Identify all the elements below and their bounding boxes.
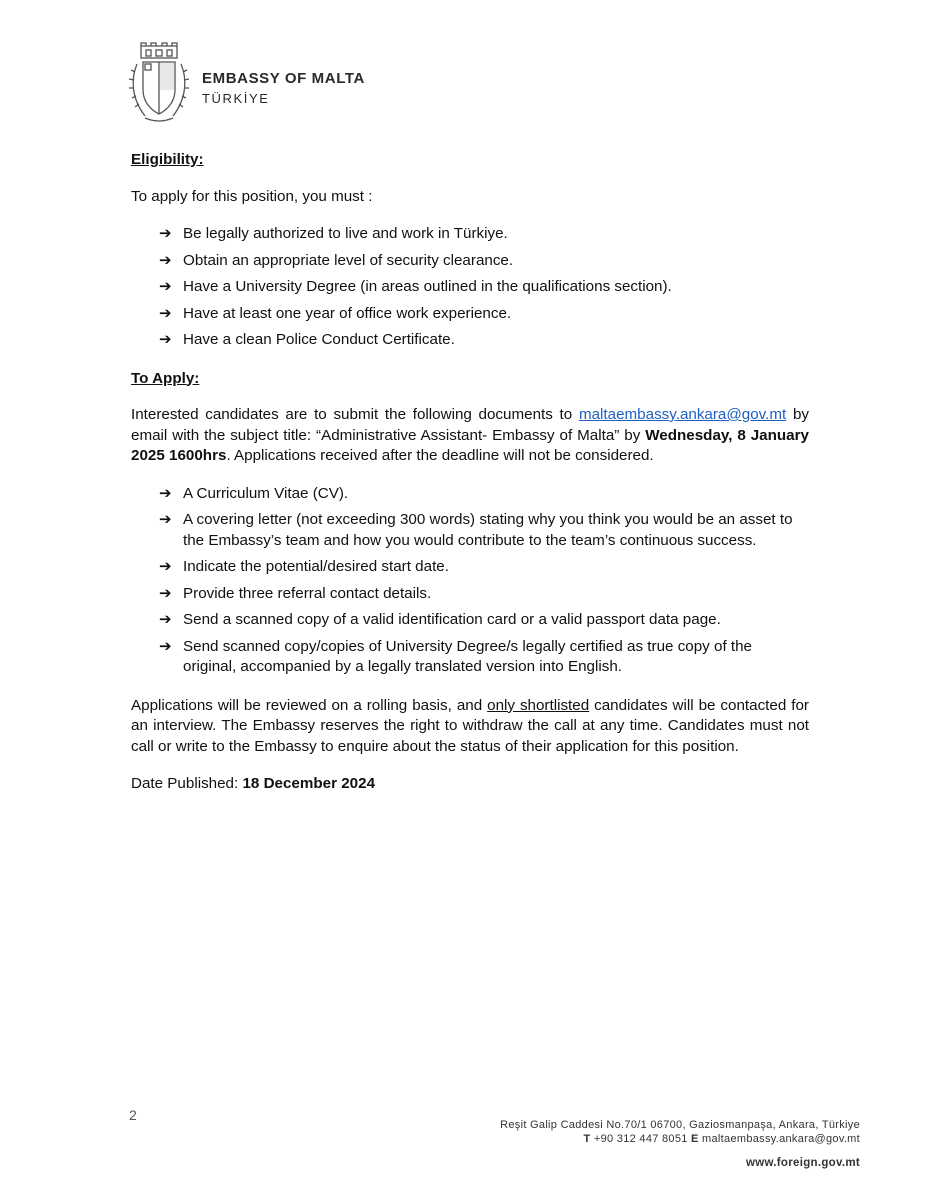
list-item: ➔ Have a University Degree (in areas outlined in the qualifications section).: [131, 277, 809, 298]
arrow-icon: ➔: [159, 637, 172, 655]
eligibility-list: [131, 224, 809, 351]
footer-email: maltaembassy.ankara@gov.mt: [698, 1133, 860, 1145]
list-item: ➔ Send a scanned copy of a valid identification card or a valid passport data page.: [131, 610, 809, 631]
footer-contacts: T +90 312 447 8051 E maltaembassy.ankara@gov.mt: [583, 1133, 860, 1145]
to-apply-heading: To Apply:: [131, 369, 200, 387]
arrow-icon: ➔: [159, 611, 172, 628]
arrow-icon: ➔: [159, 225, 172, 242]
list-item: ➔ Obtain an appropriate level of security clearance.: [131, 251, 809, 272]
list-item: ➔ Provide three referral contact details.: [131, 584, 809, 605]
documents-list: [131, 484, 809, 678]
arrow-icon: ➔: [159, 584, 172, 602]
malta-coat-of-arms-logo: [127, 42, 191, 122]
page-number: 2: [129, 1107, 137, 1123]
arrow-icon: ➔: [159, 304, 172, 322]
list-item: ➔ Be legally authorized to live and work in Türkiye.: [131, 224, 809, 245]
review-notice: Applications will be reviewed on a rolling basis, and only shortlisted candidates will be contacted for an interview. The Embassy reserves the right to withdraw the call at any time. Candidates must not call or write to the Embassy to enquire about the status of their application for this position.: [131, 696, 809, 755]
arrow-icon: ➔: [159, 484, 172, 502]
embassy-email-link[interactable]: maltaembassy.ankara@gov.mt: [578, 406, 787, 423]
list-item: ➔ A Curriculum Vitae (CV).: [131, 484, 809, 505]
arrow-icon: ➔: [159, 251, 172, 269]
deadline: Wednesday, 8 January 2025 1600hrs: [131, 426, 809, 464]
eligibility-heading: Eligibility:: [131, 151, 204, 168]
organization-name: EMBASSY OF MALTA: [202, 70, 365, 87]
footer-phone: +90 312 447 8051: [590, 1133, 692, 1145]
document-body: [131, 150, 809, 812]
eligibility-intro: To apply for this position, you must :: [131, 187, 373, 205]
list-item: ➔ Have at least one year of office work experience.: [131, 304, 809, 325]
arrow-icon: ➔: [159, 511, 172, 528]
organization-country: TÜRKİYE: [202, 91, 270, 106]
list-item: ➔ Send scanned copy/copies of University Degree/s legally certified as true copy of the original, accompanied by a legally translated version into English.: [159, 637, 752, 675]
date-published: Date Published: 18 December 2024: [131, 775, 376, 792]
list-item: ➔ Have a clean Police Conduct Certificate.: [131, 330, 809, 351]
footer-website: www.foreign.gov.mt: [745, 1157, 860, 1169]
arrow-icon: ➔: [159, 558, 172, 575]
arrow-icon: ➔: [159, 278, 172, 295]
footer-address: Reşit Galip Caddesi No.70/1 06700, Gaziosmanpaşa, Ankara, Türkiye: [500, 1119, 860, 1131]
list-item: ➔ Indicate the potential/desired start date.: [131, 557, 809, 578]
arrow-icon: ➔: [159, 331, 172, 348]
footer-address-block: [500, 1118, 860, 1146]
apply-instructions: Interested candidates are to submit the following documents to maltaembassy.ankara@gov.mt by email with the subject title: “Administrative Assistant- Embassy of Malta” by Wednesday, 8 January 2025 1600hrs. Applications received after the deadline will not be considered.: [131, 406, 810, 464]
list-item: ➔ A covering letter (not exceeding 300 words) stating why you think you would be an asset to the Embassy’s team and how you would contribute to the team’s continuous success.: [159, 511, 793, 549]
date-published-value: 18 December 2024: [242, 775, 376, 792]
